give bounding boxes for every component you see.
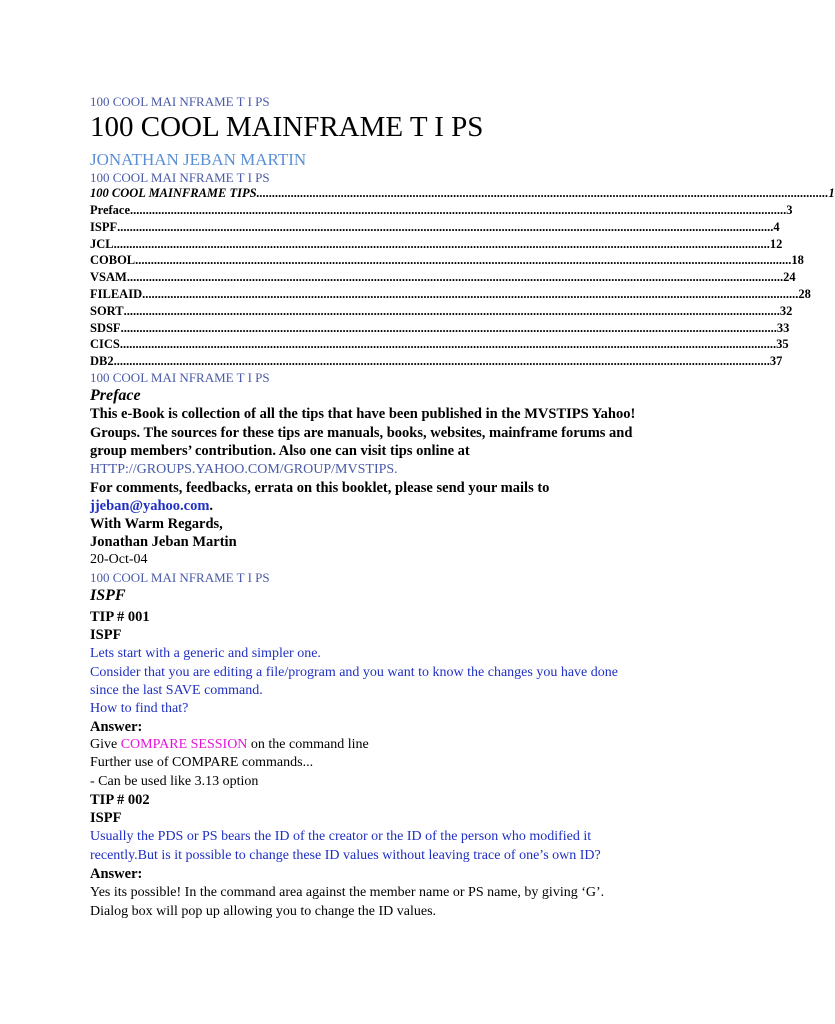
preface-paragraph-line: This e-Book is collection of all the tips that have been published in the MVSTIPS Yahoo! <box>90 406 636 422</box>
answer-label: Answer: <box>90 866 143 882</box>
toc-entry-page: 18 <box>791 253 804 267</box>
toc-leader: .................................................................................................................................................................................................................. <box>113 237 770 251</box>
preface-paragraph-line: group members’ contribution. Also one can visit tips online at <box>90 443 470 459</box>
toc-leader: .................................................................................................................................................................................................................. <box>142 287 799 301</box>
email-link[interactable]: jjeban@yahoo.com <box>90 498 210 514</box>
tip-answer-line: Further use of COMPARE commands... <box>90 755 314 770</box>
toc-leader: .................................................................................................................................................................................................................. <box>126 270 784 284</box>
tip-question-line: How to find that? <box>90 701 189 716</box>
compare-session-command: COMPARE SESSION <box>120 737 248 752</box>
toc-entry[interactable] <box>90 237 783 252</box>
toc-leader: .................................................................................................................................................................................................................. <box>135 253 792 267</box>
toc-entry-page: 3 <box>786 203 793 217</box>
tip-question-line: Usually the PDS or PS bears the ID of the creator or the ID of the person who modified it <box>90 829 592 844</box>
toc-entry-page: 1 <box>828 186 835 200</box>
tip-number: TIP # 002 <box>90 792 150 808</box>
tip-answer-line <box>90 737 369 753</box>
document-title: 100 COOL MAINFRAME T I PS <box>90 111 484 143</box>
answer-prefix: Give <box>90 737 121 752</box>
tip-category: ISPF <box>90 627 122 643</box>
toc-leader: .................................................................................................................................................................................................................. <box>117 220 774 234</box>
toc-entry-page: 12 <box>769 237 783 251</box>
toc-entry-label: FILEAID <box>90 287 143 301</box>
toc-entry[interactable] <box>90 186 835 201</box>
tip-question-line: Lets start with a generic and simpler one. <box>90 646 321 661</box>
toc-entry-page: 35 <box>776 337 789 351</box>
toc-entry-page: 32 <box>779 304 793 318</box>
toc-entry-page: 37 <box>769 354 783 368</box>
email-suffix: . <box>209 498 214 514</box>
toc-entry-label: 100 COOL MAINFRAME TIPS <box>90 186 257 200</box>
running-header: 100 COOL MAI NFRAME T I PS <box>90 370 270 385</box>
preface-paragraph-line: Groups. The sources for these tips are manuals, books, websites, mainframe forums and <box>90 425 633 441</box>
toc-entry[interactable] <box>90 253 804 268</box>
toc-entry-page: 33 <box>776 321 790 335</box>
author-name: JONATHAN JEBAN MARTIN <box>90 150 307 169</box>
tip-answer-line: Yes its possible! In the command area against the member name or PS name, by giving ‘G’. <box>90 885 605 900</box>
running-header: 100 COOL MAI NFRAME T I PS <box>90 570 270 585</box>
toc-entry[interactable] <box>90 203 793 218</box>
tip-answer-line: Dialog box will pop up allowing you to change the ID values. <box>90 904 437 919</box>
toc-leader: ....................................................................................................................................................................................... <box>256 186 829 200</box>
toc-entry-label: DB2 <box>90 354 114 368</box>
toc-entry[interactable] <box>90 270 796 285</box>
toc-entry-label: ISPF <box>90 220 118 234</box>
preface-heading: Preface <box>90 387 141 404</box>
answer-suffix: on the command line <box>247 737 369 752</box>
toc-leader: .................................................................................................................................................................................................................. <box>119 337 777 351</box>
toc-leader: .................................................................................................................................................................................................................. <box>120 321 777 335</box>
toc-entry-label: CICS <box>90 337 120 351</box>
toc-leader: .................................................................................................................................................................................................................. <box>113 354 770 368</box>
running-header: 100 COOL MAI NFRAME T I PS <box>90 170 270 185</box>
tip-category: ISPF <box>90 810 122 826</box>
tip-question-line: recently.But is it possible to change these ID values without leaving trace of one’s own ID? <box>90 848 601 863</box>
mvstips-url-link[interactable]: HTTP://GROUPS.YAHOO.COM/GROUP/MVSTIPS. <box>90 462 398 477</box>
tip-number: TIP # 001 <box>90 609 150 625</box>
email-line <box>90 498 213 515</box>
toc-entry-label: VSAM <box>90 270 127 284</box>
regards-text: With Warm Regards, <box>90 516 223 532</box>
toc-entry[interactable] <box>90 337 789 352</box>
tip-answer-line: - Can be used like 3.13 option <box>90 774 259 789</box>
ispf-heading: ISPF <box>90 587 126 604</box>
toc-entry-label: JCL <box>90 237 114 251</box>
signer-name: Jonathan Jeban Martin <box>90 534 237 550</box>
toc-entry[interactable] <box>90 321 790 336</box>
toc-leader: .................................................................................................................................................................................................................. <box>123 304 780 318</box>
toc-entry[interactable] <box>90 354 783 369</box>
preface-date: 20-Oct-04 <box>90 552 148 567</box>
toc-entry-label: SORT <box>90 304 124 318</box>
answer-label: Answer: <box>90 719 143 735</box>
tip-question-line: since the last SAVE command. <box>90 683 263 698</box>
toc-entry-label: SDSF <box>90 321 121 335</box>
toc-leader: .................................................................................................................................................................................................................. <box>130 203 787 217</box>
toc-entry-page: 28 <box>798 287 811 301</box>
tip-question-line: Consider that you are editing a file/program and you want to know the changes you have done <box>90 665 618 680</box>
toc-entry-page: 4 <box>773 220 780 234</box>
feedback-text: For comments, feedbacks, errata on this booklet, please send your mails to <box>90 480 550 496</box>
toc-entry-page: 24 <box>783 270 796 284</box>
toc-entry-label: COBOL <box>90 253 136 267</box>
toc-entry[interactable] <box>90 304 793 319</box>
running-header: 100 COOL MAI NFRAME T I PS <box>90 94 270 109</box>
toc-entry[interactable] <box>90 287 811 302</box>
toc-entry-label: Preface <box>90 203 131 217</box>
toc-entry[interactable] <box>90 220 780 235</box>
